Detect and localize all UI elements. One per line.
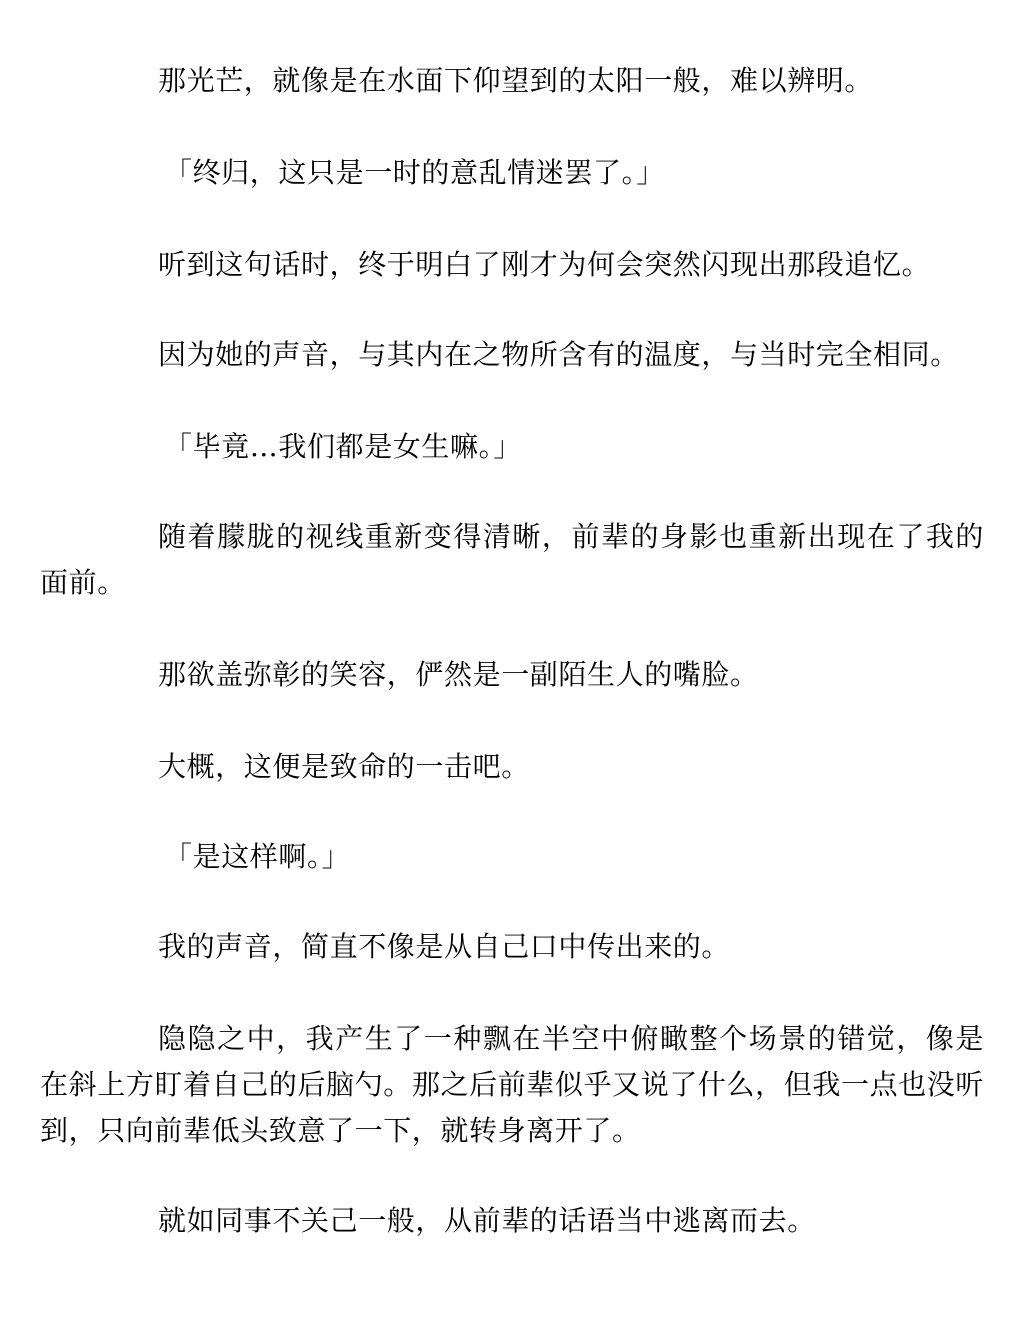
paragraph-6: 大概，这便是致命的一击吧。	[158, 750, 530, 783]
paragraph-3: 因为她的声音，与其内在之物所含有的温度，与当时完全相同。	[158, 338, 959, 371]
paragraph-8: 隐隐之中，我产生了一种飘在半空中俯瞰整个场景的错觉，像是在斜上方盯着自己的后脑勺。那之后前辈似乎又说了什么，但我一点也没听到，只向前辈低头致意了一下，就转身离开了。	[40, 1022, 984, 1147]
paragraph-5: 那欲盖弥彰的笑容，俨然是一副陌生人的嘴脸。	[158, 658, 759, 691]
dialogue-line-2: 「毕竟…我们都是女生嘛。」	[164, 430, 522, 463]
dialogue-line-3: 「是这样啊。」	[164, 840, 351, 873]
paragraph-9: 就如同事不关己一般，从前辈的话语当中逃离而去。	[158, 1204, 816, 1237]
paragraph-2: 听到这句话时，终于明白了刚才为何会突然闪现出那段追忆。	[158, 248, 931, 281]
dialogue-line-1: 「终归，这只是一时的意乱情迷罢了。」	[164, 156, 665, 189]
paragraph-7: 我的声音，简直不像是从自己口中传出来的。	[158, 930, 731, 963]
paragraph-1: 那光芒，就像是在水面下仰望到的太阳一般，难以辨明。	[158, 64, 874, 97]
paragraph-4: 随着朦胧的视线重新变得清晰，前辈的身影也重新出现在了我的面前。	[40, 520, 984, 599]
